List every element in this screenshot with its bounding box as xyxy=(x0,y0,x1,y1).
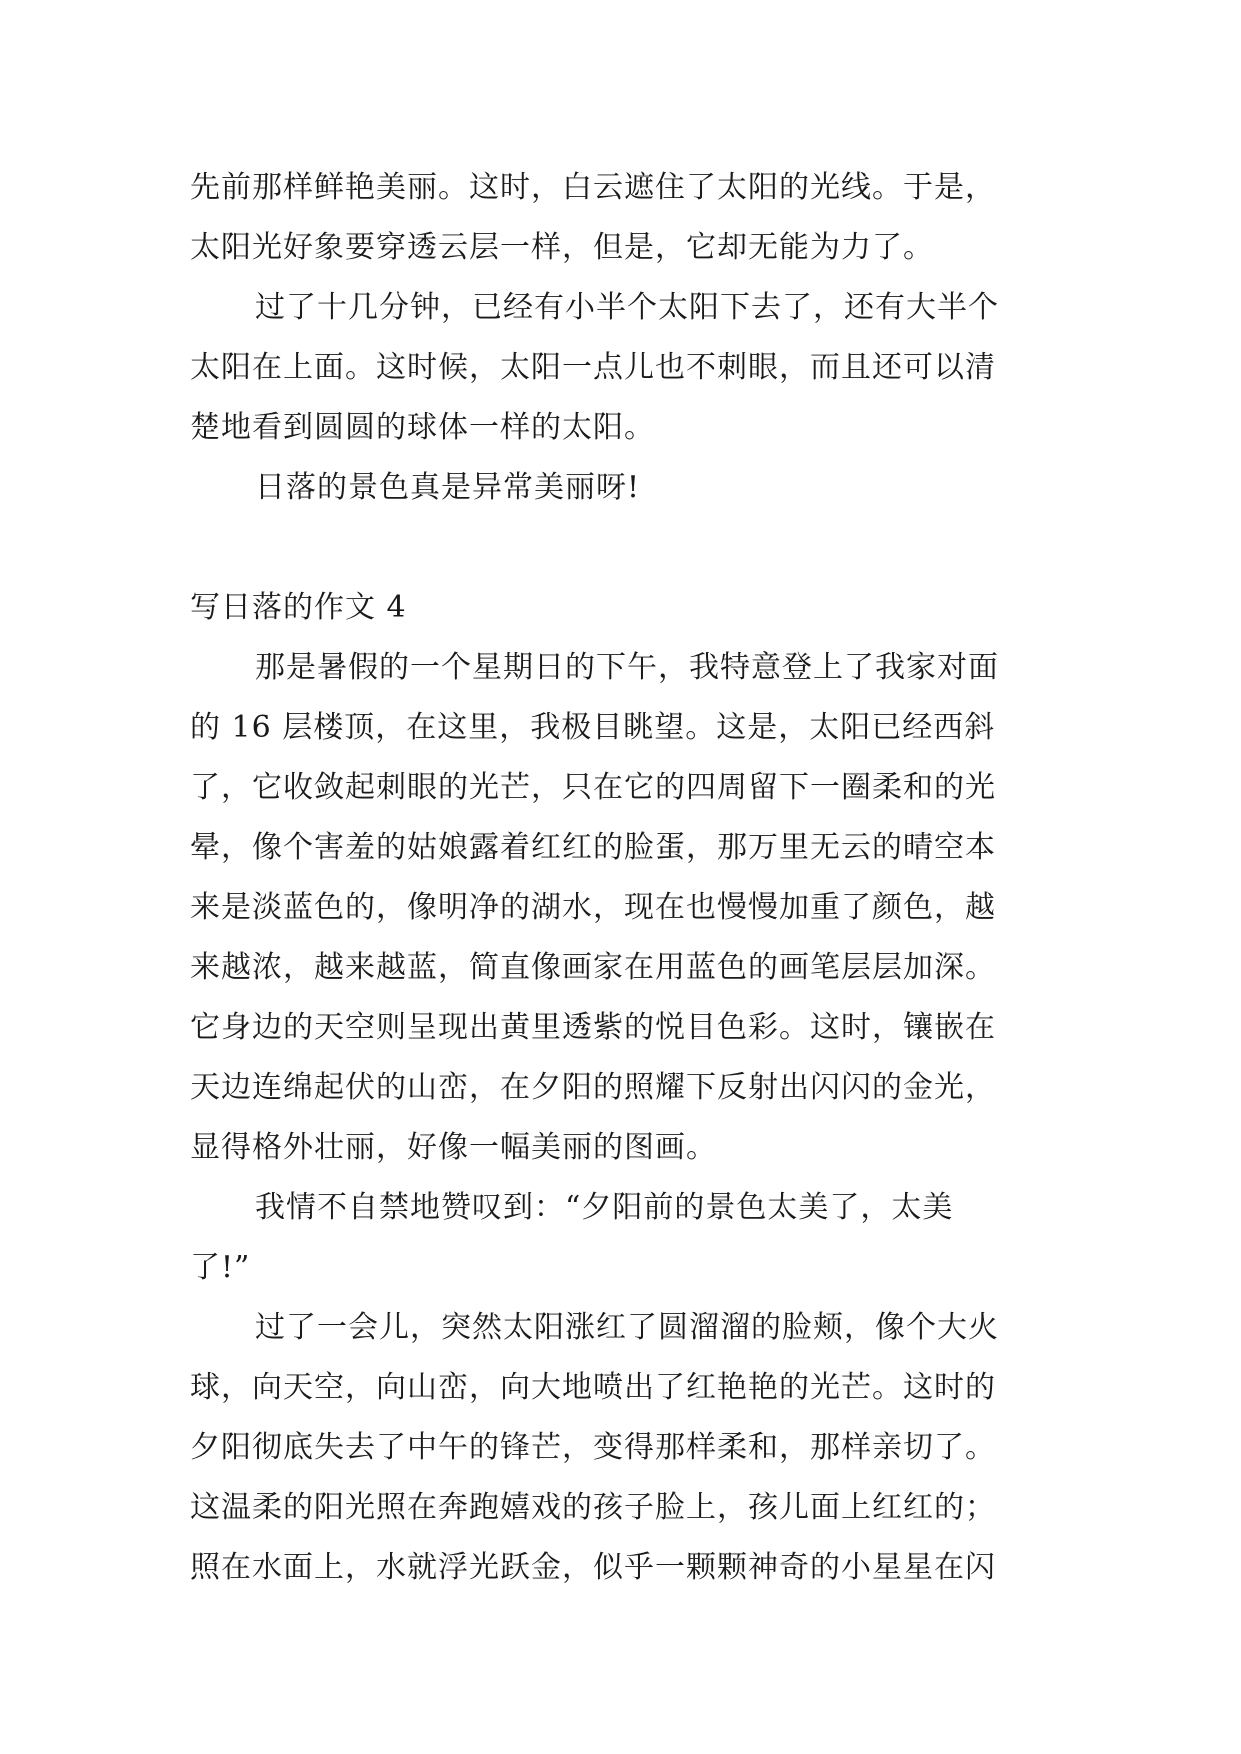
text-line: 晕，像个害羞的姑娘露着红红的脸蛋，那万里无云的晴空本 xyxy=(190,830,996,865)
text-line: 这温柔的阳光照在奔跑嬉戏的孩子脸上，孩儿面上红红的； xyxy=(190,1490,996,1525)
text-line: 天边连绵起伏的山峦，在夕阳的照耀下反射出闪闪的金光， xyxy=(190,1070,996,1105)
section-spacer xyxy=(190,518,1070,578)
text-line: 的 16 层楼顶，在这里，我极目眺望。这是，太阳已经西斜 xyxy=(190,710,996,745)
text-line: 夕阳彻底失去了中午的锋芒，变得那样柔和，那样亲切了。 xyxy=(190,1430,996,1465)
paragraph-start-line: 日落的景色真是异常美丽呀! xyxy=(255,470,641,505)
essay-body xyxy=(190,158,1070,1598)
text-line: 先前那样鲜艳美丽。这时，白云遮住了太阳的光线。于是， xyxy=(190,170,996,205)
text-line: 楚地看到圆圆的球体一样的太阳。 xyxy=(190,410,655,445)
text-line: 照在水面上，水就浮光跃金，似乎一颗颗神奇的小星星在闪 xyxy=(190,1550,996,1585)
text-line: 太阳光好象要穿透云层一样，但是，它却无能为力了。 xyxy=(190,230,934,265)
paragraph-start-line: 过了十几分钟，已经有小半个太阳下去了，还有大半个 xyxy=(255,290,999,325)
text-line: 来是淡蓝色的，像明净的湖水，现在也慢慢加重了颜色，越 xyxy=(190,890,996,925)
paragraph-start-line: 那是暑假的一个星期日的下午，我特意登上了我家对面 xyxy=(255,650,999,685)
text-line: 了，它收敛起刺眼的光芒，只在它的四周留下一圈柔和的光 xyxy=(190,770,996,805)
essay-heading: 写日落的作文 4 xyxy=(190,590,407,625)
text-line: 太阳在上面。这时候，太阳一点儿也不刺眼，而且还可以清 xyxy=(190,350,996,385)
text-line: 它身边的天空则呈现出黄里透紫的悦目色彩。这时，镶嵌在 xyxy=(190,1010,996,1045)
paragraph-start-line: 过了一会儿，突然太阳涨红了圆溜溜的脸颊，像个大火 xyxy=(255,1310,999,1345)
text-line: 了!” xyxy=(190,1250,251,1285)
paragraph-start-line: 我情不自禁地赞叹到：“夕阳前的景色太美了，太美 xyxy=(255,1190,954,1225)
text-line: 显得格外壮丽，好像一幅美丽的图画。 xyxy=(190,1130,717,1165)
text-line: 球，向天空，向山峦，向大地喷出了红艳艳的光芒。这时的 xyxy=(190,1370,996,1405)
text-line: 来越浓，越来越蓝，简直像画家在用蓝色的画笔层层加深。 xyxy=(190,950,996,985)
